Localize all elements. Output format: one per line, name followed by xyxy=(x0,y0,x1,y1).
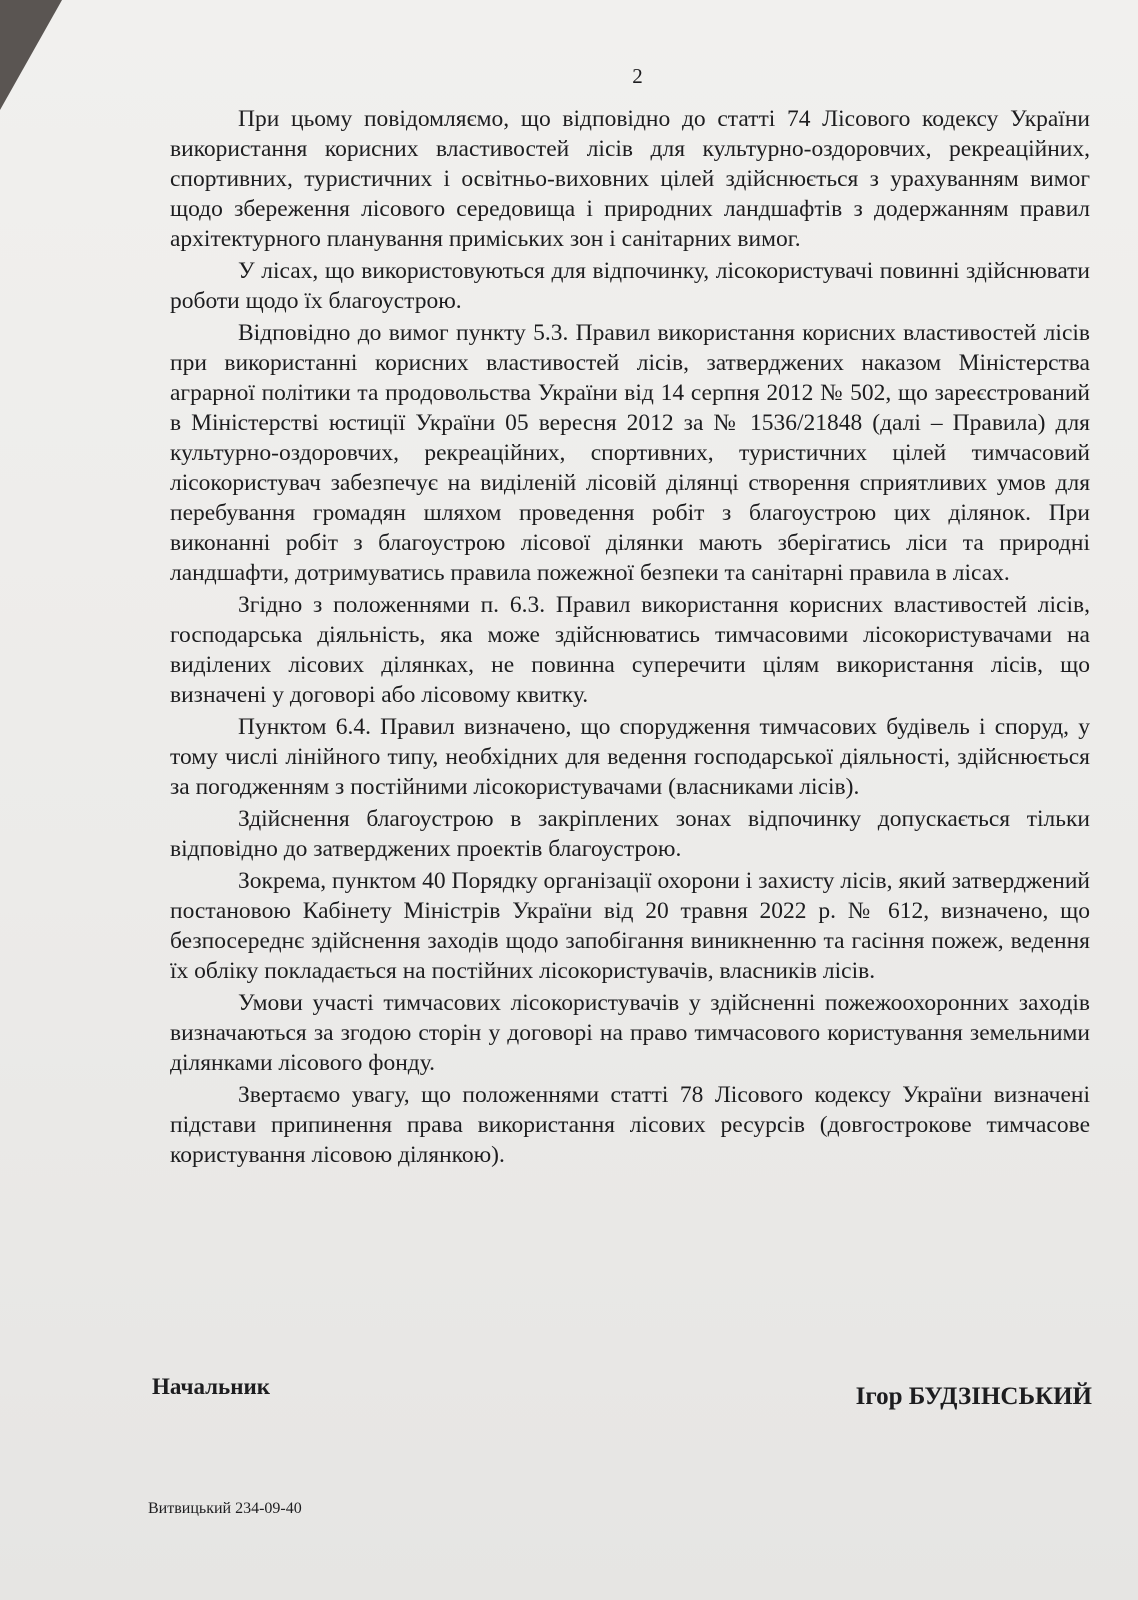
paragraph-5: Пунктом 6.4. Правил визначено, що спорудження тимчасових будівель і споруд, у тому числі лінійного типу, необхідних для ведення господарської діяльності, здійснюється за погодженням з постійними лісокористувачами (власниками лісів). xyxy=(170,714,1090,800)
paragraph-6: Здійснення благоустрою в закріплених зонах відпочинку допускається тільки відповідно до затверджених проектів благоустрою. xyxy=(170,806,1090,862)
folded-corner xyxy=(0,0,62,110)
paragraph-1: При цьому повідомляємо, що відповідно до статті 74 Лісового кодексу України використання корисних властивостей лісів для культурно-оздоровчих, рекреаційних, спортивних, туристичних і освітньо-виховних цілей здійснюється з урахуванням вимог щодо збереження лісового середовища і природних ландшафтів з додержанням правил архітектурного планування приміських зон і санітарних вимог. xyxy=(170,106,1090,252)
signatory-name: Ігор БУДЗІНСЬКИЙ xyxy=(855,1383,1092,1410)
paragraph-9: Звертаємо увагу, що положеннями статті 78 Лісового кодексу України визначені підстави припинення права використання лісових ресурсів (довгострокове тимчасове користування лісовою ділянкою). xyxy=(170,1082,1090,1168)
letter-body xyxy=(170,104,1090,1172)
paragraph-8: Умови участі тимчасових лісокористувачів у здійсненні пожежоохоронних заходів визначаються за згодою сторін у договорі на право тимчасового користування земельними ділянками лісового фонду. xyxy=(170,990,1090,1076)
paragraph-4: Згідно з положеннями п. 6.3. Правил використання корисних властивостей лісів, господарська діяльність, яка може здійснюватись тимчасовими лісокористувачами на виділених лісових ділянках, не повинна суперечити цілям використання лісів, що визначені у договорі або лісовому квитку. xyxy=(170,592,1090,708)
paragraph-2: У лісах, що використовуються для відпочинку, лісокористувачі повинні здійснювати роботи щодо їх благоустрою. xyxy=(170,258,1090,314)
paragraph-3: Відповідно до вимог пункту 5.3. Правил використання корисних властивостей лісів при використанні корисних властивостей лісів, затверджених наказом Міністерства аграрної політики та продовольства України від 14 серпня 2012 № 502, що зареєстрований в Міністерстві юстиції України 05 вересня 2012 за № 1536/21848 (далі – Правила) для культурно-оздоровчих, рекреаційних, спортивних, туристичних цілей тимчасовий лісокористувач забезпечує на виділеній лісовій ділянці створення сприятливих умов для перебування громадян шляхом проведення робіт з благоустрою цих ділянок. При виконанні робіт з благоустрою лісової ділянки мають зберігатись ліси та природні ландшафти, дотримуватись правила пожежної безпеки та санітарні правила в лісах. xyxy=(170,320,1090,586)
paragraph-7: Зокрема, пунктом 40 Порядку організації охорони і захисту лісів, який затверджений постановою Кабінету Міністрів України від 20 травня 2022 р. № 612, визначено, що безпосереднє здійснення заходів щодо запобігання виникненню та гасіння пожеж, ведення їх обліку покладається на постійних лісокористувачів, власників лісів. xyxy=(170,868,1090,984)
executor-contact: Витвицький 234-09-40 xyxy=(148,1500,302,1517)
page-number: 2 xyxy=(632,64,643,88)
signatory-title: Начальник xyxy=(152,1374,270,1399)
